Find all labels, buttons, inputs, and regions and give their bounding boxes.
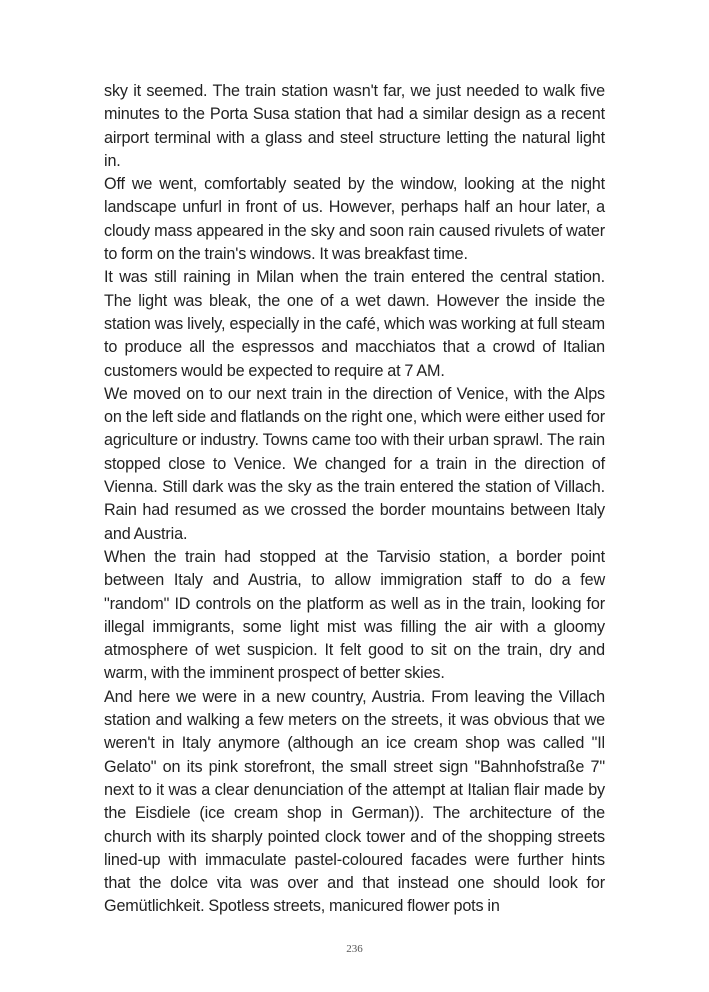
page-number: 236 bbox=[346, 943, 363, 955]
paragraph-6: And here we were in a new country, Austria. From leaving the Villach station and walking a few meters on the streets, it was obvious that we weren't in Italy anymore (although an ice cream shop was called "Il Gelato" on its pink storefront, the small street sign "Bahnhofstraße 7" next to it was a clear denunciation of the attempt at Italian flair made by the Eisdiele (ice cream shop in German)). The architecture of the church with its sharply pointed clock tower and of the shopping streets lined-up with immaculate pastel-coloured facades were further hints that the dolce vita was over and that instead one should look for Gemütlichkeit. Spotless streets, manicured flower pots in bbox=[104, 687, 605, 916]
paragraph-1: sky it seemed. The train station wasn't far, we just needed to walk five minutes to the Porta Susa station that had a similar design as a recent airport terminal with a glass and steel structure letting the natural light in. bbox=[104, 82, 605, 170]
paragraph-2: Off we went, comfortably seated by the window, looking at the night landscape unfurl in front of us. However, perhaps half an hour later, a cloudy mass appeared in the sky and soon rain caused rivulets of water to form on the train's windows. It was breakfast time. bbox=[104, 175, 605, 264]
paragraph-4: We moved on to our next train in the direction of Venice, with the Alps on the left side and flatlands on the right one, which were either used for agriculture or industry. Towns came too with their urban sprawl. The rain stopped close to Venice. We changed for a train in the direction of Vienna. Still dark was the sky as the train entered the station of Villach. Rain had resumed as we crossed the border mountains between Italy and Austria. bbox=[104, 384, 605, 543]
body-text bbox=[104, 80, 605, 919]
paragraph-5: When the train had stopped at the Tarvisio station, a border point between Italy and Austria, to allow immigration staff to do a few "random" ID controls on the platform as well as in the train, looking for illegal immigrants, some light mist was filling the air with a gloomy atmosphere of wet suspicion. It felt good to sit on the train, dry and warm, with the imminent prospect of better skies. bbox=[104, 547, 605, 683]
paragraph-3: It was still raining in Milan when the train entered the central station. The light was bleak, the one of a wet dawn. However the inside the station was lively, especially in the café, which was working at full steam to produce all the espressos and macchiatos that a crowd of Italian customers would be expected to require at 7 AM. bbox=[104, 268, 605, 380]
